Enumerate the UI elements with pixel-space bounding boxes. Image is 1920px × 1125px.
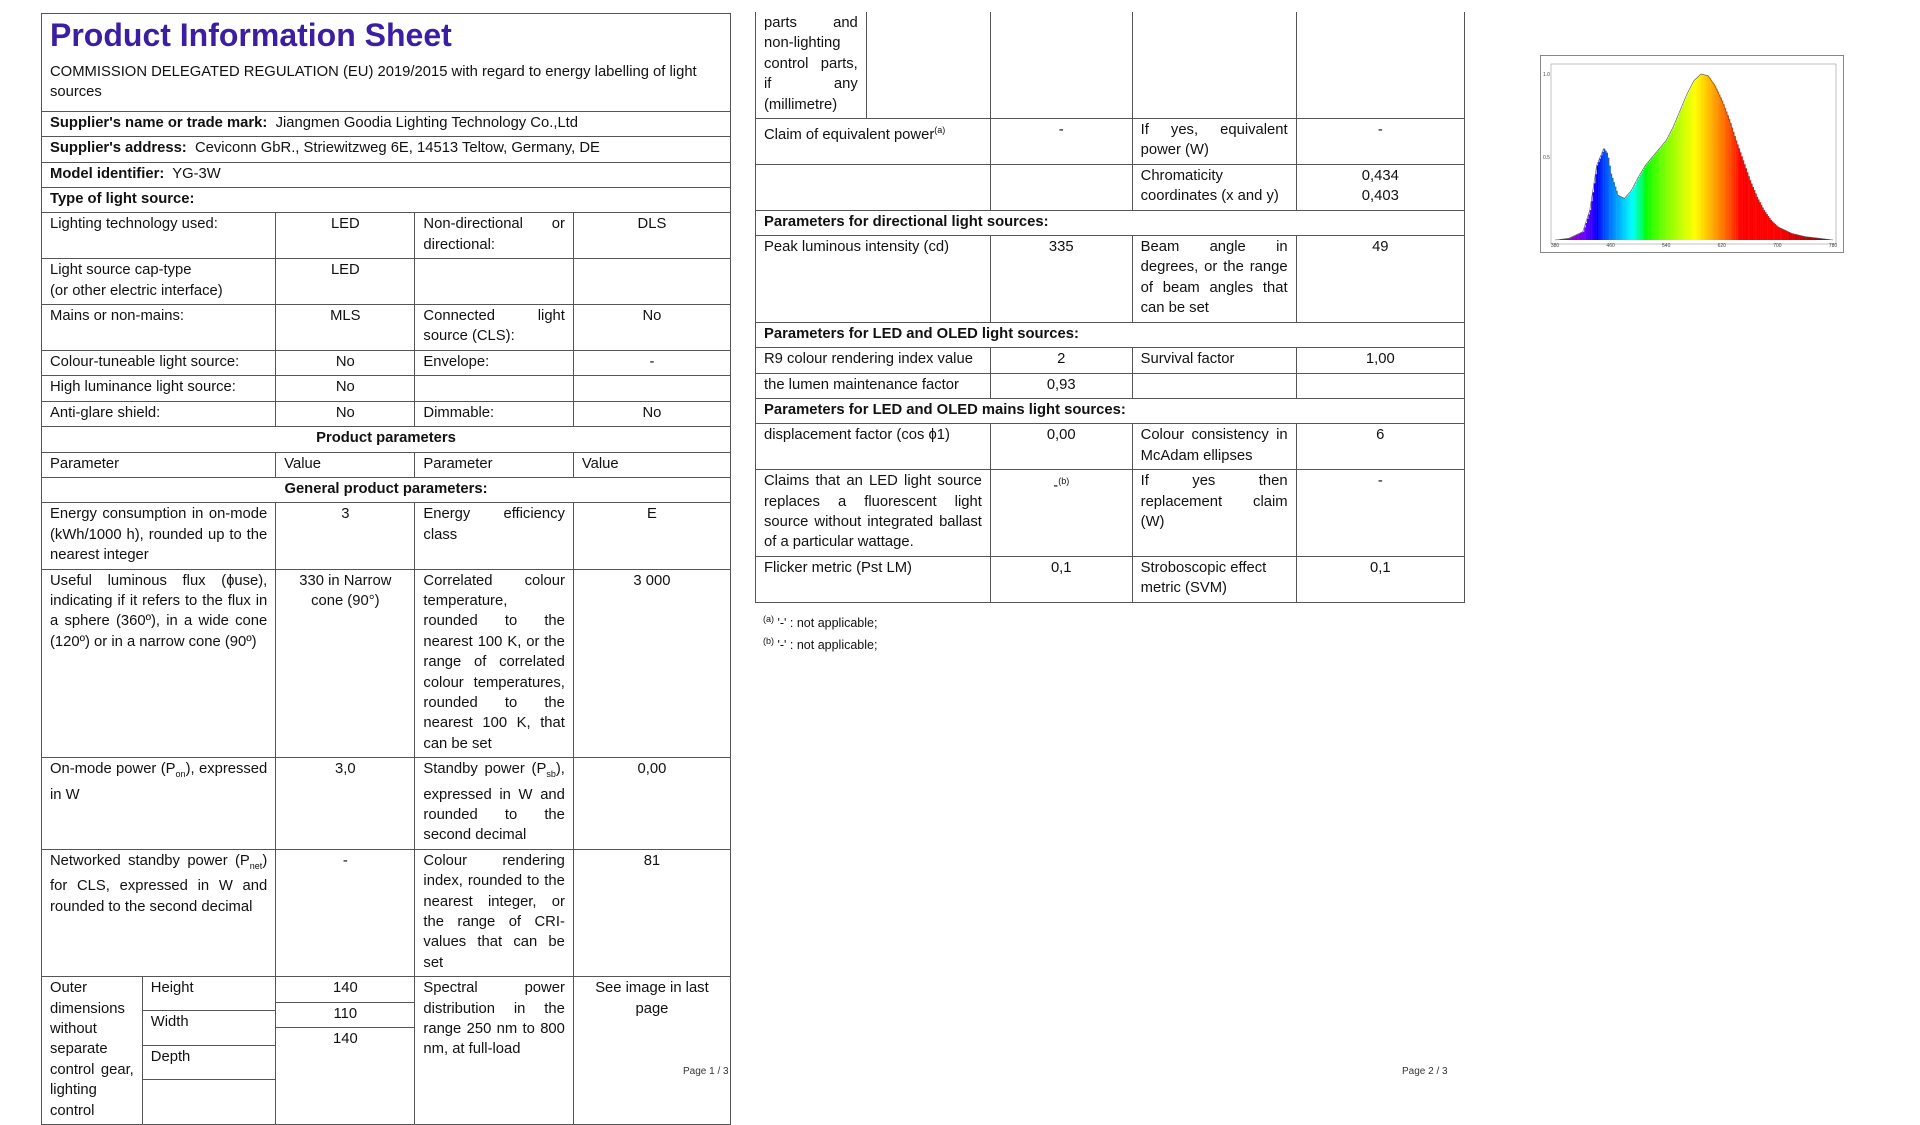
spectrum-bar <box>1666 140 1668 240</box>
spectrum-bar <box>1729 119 1731 240</box>
spectrum-bar <box>1620 197 1622 240</box>
table-row: Mains or non-mains: MLS Connected light source (CLS): No <box>42 305 731 351</box>
spectrum-bar <box>1663 144 1665 240</box>
spectrum-bar <box>1584 227 1586 240</box>
x-tick-label: 540 <box>1662 243 1671 249</box>
spectrum-bar <box>1606 153 1608 240</box>
x-tick-label: 700 <box>1773 243 1782 249</box>
spectrum-bar <box>1661 147 1663 240</box>
spectrum-bar <box>1574 236 1576 240</box>
page-number: Page 1 / 3 <box>683 1066 729 1077</box>
spectrum-bar <box>1688 91 1690 240</box>
spectrum-bar <box>1791 233 1793 240</box>
directional-heading: Parameters for directional light sources: <box>756 210 1465 235</box>
dimensions-row: Outer dimensions without separate control gear, lighting control Height Width Depth 140 110 140 Spectral power distribution in the range 250 nm to 800 nm, at full-load See image in last page <box>42 977 731 1125</box>
spectrum-bar <box>1775 224 1777 240</box>
spectrum-bar <box>1591 201 1593 240</box>
spectrum-bar <box>1797 235 1799 240</box>
spectrum-bar <box>1705 75 1707 240</box>
spectrum-bar <box>1787 231 1789 240</box>
spectrum-bar <box>1732 127 1734 240</box>
spectrum-bar <box>1761 205 1763 240</box>
spectrum-bar <box>1648 162 1650 240</box>
spectrum-bar <box>1777 227 1779 240</box>
spectrum-bar <box>1623 198 1625 240</box>
spectrum-bar <box>1722 101 1724 240</box>
regulation-text: COMMISSION DELEGATED REGULATION (EU) 2019/2015 with regard to energy labelling of light sources <box>42 54 730 111</box>
table-row: Anti-glare shield: No Dimmable: No <box>42 401 731 426</box>
x-tick-label: 380 <box>1551 243 1560 249</box>
spectrum-bar <box>1743 160 1745 240</box>
spectrum-bar <box>1754 190 1756 240</box>
spectrum-svg <box>1541 56 1843 252</box>
spectrum-bar <box>1805 237 1807 240</box>
mains-heading: Parameters for LED and OLED mains light sources: <box>756 398 1465 423</box>
spectrum-bar <box>1747 172 1749 240</box>
product-table <box>41 111 731 1125</box>
spectrum-bar <box>1779 227 1781 240</box>
spectrum-bar <box>1795 234 1797 240</box>
spectrum-bar <box>1670 132 1672 240</box>
header-block <box>41 13 731 111</box>
spectrum-bar <box>1572 237 1574 240</box>
spectrum-bars <box>1555 74 1833 240</box>
address-row: Supplier's address: Ceviconn GbR., Striewitzweg 6E, 14513 Teltow, Germany, DE <box>42 137 731 162</box>
spectrum-bar <box>1609 166 1611 240</box>
table-row: R9 colour rendering index value 2 Survival factor 1,00 <box>756 348 1465 373</box>
spectrum-bar <box>1577 234 1579 240</box>
spectrum-bar <box>1708 76 1710 240</box>
spectrum-bar <box>1656 152 1658 240</box>
spectrum-bar <box>1594 183 1596 240</box>
page-number: Page 2 / 3 <box>1402 1066 1448 1077</box>
spectrum-bar <box>1719 95 1721 240</box>
spectrum-bar <box>1654 155 1656 240</box>
spectrum-bar <box>1750 180 1752 240</box>
spectrum-bar <box>1638 177 1640 240</box>
table-row: Claim of equivalent power$^{(a)}$ - If yes, equivalent power (W) - <box>756 119 1465 165</box>
spectrum-bar <box>1704 75 1706 240</box>
spectrum-bar <box>1616 191 1618 240</box>
spectrum-bar <box>1597 165 1599 240</box>
spectrum-bar <box>1734 136 1736 240</box>
table-row: Useful luminous flux (ɸuse), indicating if it refers to the flux in a sphere (360º), in a wide cone (120º) or in a narrow cone (90º) 330 in Narrow cone (90°) Correlated colour temperature, rounded to the nearest 100 K, or the range of correlated colour temperatures, rounded to the nearest 100 K, that can be set 3 000 <box>42 569 731 758</box>
spectrum-bar <box>1720 98 1722 240</box>
spectrum-bar <box>1782 229 1784 240</box>
spectrum-bar <box>1695 79 1697 240</box>
table-row: displacement factor (cos ϕ1) 0,00 Colour consistency in McAdam ellipses 6 <box>756 424 1465 470</box>
spectrum-bar <box>1622 197 1624 240</box>
y-tick-labels <box>1543 72 1550 161</box>
spectrum-bar <box>1593 192 1595 240</box>
spectrum-bar <box>1629 194 1631 240</box>
spectrum-bar <box>1659 149 1661 240</box>
spectrum-bar <box>1581 232 1583 240</box>
spectrum-bar <box>1784 230 1786 240</box>
spectrum-bar <box>1741 156 1743 240</box>
address-value: Ceviconn GbR., Striewitzweg 6E, 14513 Teltow, Germany, DE <box>195 140 600 156</box>
spectrum-bar <box>1605 151 1607 240</box>
spectrum-bar <box>1677 117 1679 240</box>
spectrum-bar <box>1755 194 1757 240</box>
spectrum-bar <box>1684 101 1686 240</box>
spectrum-bar <box>1790 233 1792 240</box>
spectrum-bar <box>1709 78 1711 240</box>
supplier-value: Jiangmen Goodia Lighting Technology Co.,Ltd <box>276 115 578 131</box>
spectrum-bar <box>1738 148 1740 240</box>
spectrum-bar <box>1751 184 1753 240</box>
spectrum-bar <box>1618 195 1620 240</box>
spectrum-bar <box>1602 152 1604 240</box>
spectrum-bar <box>1662 145 1664 240</box>
footnote-b: $^{(b)}$ '-' : not applicable; <box>763 629 1457 657</box>
table-row: Chromaticity coordinates (x and y) 0,434 0,403 <box>756 164 1465 210</box>
spectrum-bar <box>1647 164 1649 240</box>
spectrum-bar <box>1573 236 1575 240</box>
spectrum-bar <box>1715 86 1717 240</box>
spectrum-bar <box>1612 178 1614 240</box>
spectrum-bar <box>1713 84 1715 240</box>
page-1 <box>41 0 731 1125</box>
spectrum-bar <box>1798 235 1800 240</box>
spectrum-bar <box>1640 175 1642 240</box>
spectrum-bar <box>1586 223 1588 240</box>
spectrum-bar <box>1807 237 1809 240</box>
spectrum-bar <box>1693 83 1695 240</box>
spectrum-bar <box>1773 223 1775 240</box>
spectrum-bar <box>1673 127 1675 240</box>
page-title: Product Information Sheet <box>42 14 730 54</box>
spectrum-bar <box>1700 75 1702 240</box>
spectrum-bar <box>1668 138 1670 240</box>
spectrum-bar <box>1669 135 1671 240</box>
spectrum-bar <box>1769 218 1771 240</box>
spectrum-bar <box>1655 154 1657 240</box>
spectrum-bar <box>1737 144 1739 240</box>
spectrum-bar <box>1783 229 1785 240</box>
spectrum-bar <box>1604 149 1606 240</box>
table-row: Networked standby power $(P_{net})$ for CLS, expressed in W and rounded to the second decimal - Colour rendering index, rounded to the nearest integer, or the range of CRI-values that can be set 81 <box>42 849 731 976</box>
spectrum-bar <box>1587 219 1589 240</box>
spectrum-bar <box>1634 185 1636 240</box>
spectrum-bar <box>1694 81 1696 240</box>
spectrum-bar <box>1590 210 1592 240</box>
spectrum-bar <box>1690 89 1692 240</box>
spectrum-bar <box>1686 97 1688 240</box>
spectrum-bar <box>1619 196 1621 240</box>
y-tick-label: 1.0 <box>1543 72 1550 78</box>
spectrum-bar <box>1630 192 1632 240</box>
spectrum-bar <box>1599 159 1601 240</box>
spectrum-bar <box>1800 235 1802 240</box>
spectrum-bar <box>1665 142 1667 240</box>
spectrum-bar <box>1636 182 1638 240</box>
spectrum-bar <box>1726 112 1728 240</box>
spectrum-bar <box>1772 221 1774 240</box>
spectrum-bar <box>1683 104 1685 240</box>
spectrum-bar <box>1727 115 1729 240</box>
table-row: On-mode power $(P_{on})$, expressed in W 3,0 Standby power $(P_{sb})$, expressed in W and rounded to the second decimal 0,00 <box>42 758 731 850</box>
table-row: High luminance light source: No <box>42 376 731 401</box>
params-table-2 <box>755 12 1465 603</box>
spectrum-bar <box>1697 78 1699 240</box>
spectrum-bar <box>1601 155 1603 240</box>
spectrum-bar <box>1794 234 1796 240</box>
spectrum-bar <box>1718 92 1720 240</box>
supplier-row: Supplier's name or trade mark: Jiangmen Goodia Lighting Technology Co.,Ltd <box>42 111 731 136</box>
spectrum-bar <box>1644 168 1646 240</box>
x-tick-label: 780 <box>1829 243 1838 249</box>
spectrum-bar <box>1748 176 1750 240</box>
spectrum-bar <box>1580 233 1582 240</box>
page-2 <box>755 0 1465 661</box>
spectrum-bar <box>1723 104 1725 240</box>
column-headers: Parameter Value Parameter Value <box>42 452 731 477</box>
spectrum-bar <box>1765 212 1767 240</box>
footnote-a: $^{(a)}$ '-' : not applicable; <box>763 607 1457 635</box>
table-row: Colour-tuneable light source: No Envelope: - <box>42 350 731 375</box>
spectrum-bar <box>1579 234 1581 240</box>
spectrum-bar <box>1725 108 1727 240</box>
table-row: Lighting technology used: LED Non-directional or directional: DLS <box>42 213 731 259</box>
spectrum-bar <box>1698 77 1700 240</box>
spectrum-bar <box>1707 75 1709 240</box>
spectrum-bar <box>1631 190 1633 240</box>
spectrum-bar <box>1701 74 1703 240</box>
table-row: Energy consumption in on-mode (kWh/1000 h), rounded up to the nearest integer 3 Energy efficiency class E <box>42 503 731 569</box>
spectrum-bar <box>1645 165 1647 240</box>
spectrum-bar <box>1679 114 1681 240</box>
spectrum-bar <box>1745 168 1747 240</box>
spectrum-bar <box>1736 140 1738 240</box>
y-tick-label: 0.5 <box>1543 155 1550 161</box>
model-row: Model identifier: YG-3W <box>42 162 731 187</box>
spectrum-bar <box>1764 210 1766 240</box>
spectrum-bar <box>1595 174 1597 240</box>
spectrum-bar <box>1758 199 1760 240</box>
spectrum-bar <box>1768 216 1770 240</box>
spectrum-bar <box>1598 162 1600 240</box>
spectrum-bar <box>1716 89 1718 240</box>
spectrum-bar <box>1627 195 1629 240</box>
spectrum-bar <box>1615 187 1617 240</box>
spectrum-bar <box>1687 94 1689 240</box>
spectrum-bar <box>1789 232 1791 240</box>
table-row: Claims that an LED light source replaces a fluorescent light source without integrated ballast of a particular wattage. -$^{(b)}$ If yes then replacement claim (W) - <box>756 470 1465 557</box>
spectrum-bar <box>1733 132 1735 240</box>
type-heading-row: Type of light source: <box>42 188 731 213</box>
spectrum-bar <box>1608 158 1610 240</box>
table-row: the lumen maintenance factor 0,93 <box>756 373 1465 398</box>
dimension-values: 140 110 140 <box>276 977 414 1052</box>
spectrum-bar <box>1651 159 1653 240</box>
spectrum-bar <box>1613 182 1615 240</box>
spectrum-bar <box>1676 120 1678 240</box>
spectrum-bar <box>1626 197 1628 240</box>
spectrum-bar <box>1691 86 1693 240</box>
spectrum-bar <box>1675 124 1677 240</box>
spectrum-bar <box>1652 157 1654 240</box>
spectrum-bar <box>1730 123 1732 240</box>
table-row: Flicker metric (Pst LM) 0,1 Stroboscopic effect metric (SVM) 0,1 <box>756 556 1465 602</box>
spectrum-bar <box>1625 199 1627 241</box>
spectrum-bar <box>1672 130 1674 240</box>
spectrum-bar <box>1681 107 1683 240</box>
spectrum-bar <box>1641 172 1643 240</box>
spectrum-bar <box>1776 225 1778 240</box>
spectrum-bar <box>1588 214 1590 240</box>
spectrum-bar <box>1740 152 1742 240</box>
spectrum-bar <box>1711 80 1713 240</box>
spectrum-bar <box>1766 214 1768 240</box>
spectrum-bar <box>1793 234 1795 240</box>
spectrum-bar <box>1752 187 1754 240</box>
table-row: Light source cap-type (or other electric interface) LED <box>42 259 731 305</box>
spectrum-bar <box>1658 150 1660 240</box>
spectrum-bar <box>1650 160 1652 240</box>
spectrum-bar <box>1702 74 1704 240</box>
table-row: Peak luminous intensity (cd) 335 Beam angle in degrees, or the range of beam angles that can be set 49 <box>756 236 1465 323</box>
spectrum-bar <box>1712 82 1714 240</box>
general-params-heading: General product parameters: <box>42 477 731 502</box>
dimensions-subtable: Outer dimensions without separate control gear, lighting control Height Width Depth <box>42 977 275 1124</box>
spectrum-bar <box>1576 235 1578 240</box>
spectrum-bar <box>1570 238 1572 240</box>
spectrum-bar <box>1757 197 1759 240</box>
footnotes <box>755 603 1465 661</box>
spectrum-bar <box>1759 202 1761 240</box>
table-row: parts and non-lighting control parts, if any (millimetre) <box>756 12 1465 119</box>
spectrum-bar <box>1643 170 1645 240</box>
spectrum-bar <box>1780 228 1782 240</box>
x-tick-label: 620 <box>1718 243 1727 249</box>
spectrum-bar <box>1633 188 1635 240</box>
spectrum-bar <box>1611 174 1613 240</box>
x-tick-label: 460 <box>1606 243 1615 249</box>
spectrum-bar <box>1786 231 1788 240</box>
spectrum-bar <box>1762 207 1764 240</box>
spectrum-bar <box>1583 232 1585 240</box>
spectrum-bar <box>1637 180 1639 240</box>
product-params-heading: Product parameters <box>42 427 731 452</box>
spectrum-bar <box>1680 111 1682 240</box>
spectrum-bar <box>1569 238 1571 240</box>
spectrum-bar <box>1770 220 1772 240</box>
spectrum-chart <box>1540 55 1844 253</box>
model-value: YG-3W <box>172 166 221 182</box>
led-heading: Parameters for LED and OLED light sources: <box>756 322 1465 347</box>
spectrum-bar <box>1744 164 1746 240</box>
